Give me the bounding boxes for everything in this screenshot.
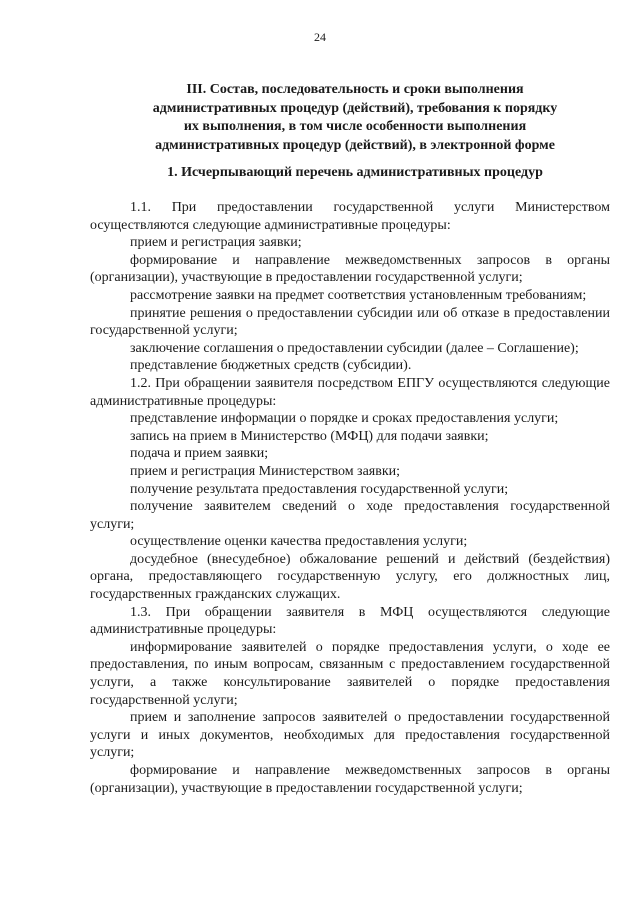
list-item: информирование заявителей о порядке предоставления услуги, о ходе ее предоставления, по иным вопросам, связанным с предоставлением государственной услуги, а также консультирование заявителей о порядке предоставления государственной услуги; — [90, 639, 610, 708]
list-item: получение результата предоставления государственной услуги; — [130, 481, 509, 497]
list-item: осуществление оценки качества предоставления услуги; — [130, 534, 468, 550]
list-item: рассмотрение заявки на предмет соответствия установленным требованиям; — [130, 287, 587, 303]
list-item: прием и регистрация заявки; — [130, 235, 302, 251]
list-item: подача и прием заявки; — [130, 446, 269, 462]
section-heading — [110, 81, 600, 155]
list-item: представление бюджетных средств (субсидии). — [130, 358, 412, 374]
section-heading-line: их выполнения, в том числе особенности выполнения — [183, 119, 527, 134]
list-item: досудебное (внесудебное) обжалование решений и действий (бездействия) органа, предоставляющего государственную услугу, его должностных лиц, государственных гражданских служащих. — [90, 551, 610, 603]
paragraph-1-2: 1.2. При обращении заявителя посредством ЕПГУ осуществляются следующие административные процедуры: — [90, 375, 610, 409]
section-heading-line: административных процедур (действий), требования к порядку — [152, 100, 558, 116]
section-heading-line: III. Состав, последовательность и сроки выполнения — [186, 82, 524, 97]
section-heading-line: административных процедур (действий), в электронной форме — [155, 137, 555, 153]
list-item: прием и регистрация Министерством заявки; — [130, 463, 401, 479]
subsection-heading: 1. Исчерпывающий перечень административных процедур — [167, 165, 543, 180]
list-item: заключение соглашения о предоставлении субсидии (далее – Соглашение); — [130, 340, 579, 356]
list-item: формирование и направление межведомственных запросов в органы (организации), участвующие в предоставлении государственной услуги; — [90, 252, 610, 286]
paragraph-1-1: 1.1. При предоставлении государственной услуги Министерством осуществляются следующие административные процедуры: — [90, 200, 610, 233]
body-text — [90, 199, 610, 797]
list-item: запись на прием в Министерство (МФЦ) для подачи заявки; — [130, 428, 489, 444]
list-item: прием и заполнение запросов заявителей о предоставлении государственной услуги и иных документов, необходимых для предоставления государственной услуги; — [90, 710, 610, 761]
paragraph-1-3: 1.3. При обращении заявителя в МФЦ осуществляются следующие административные процедуры: — [90, 604, 610, 638]
list-item: формирование и направление межведомственных запросов в органы (организации), участвующие в предоставлении государственной услуги; — [90, 763, 610, 796]
list-item: получение заявителем сведений о ходе предоставления государственной услуги; — [90, 499, 610, 532]
page-number: 24 — [314, 30, 326, 44]
list-item: представление информации о порядке и сроках предоставления услуги; — [130, 411, 559, 427]
list-item: принятие решения о предоставлении субсидии или об отказе в предоставлении государственной услуги; — [90, 305, 610, 339]
